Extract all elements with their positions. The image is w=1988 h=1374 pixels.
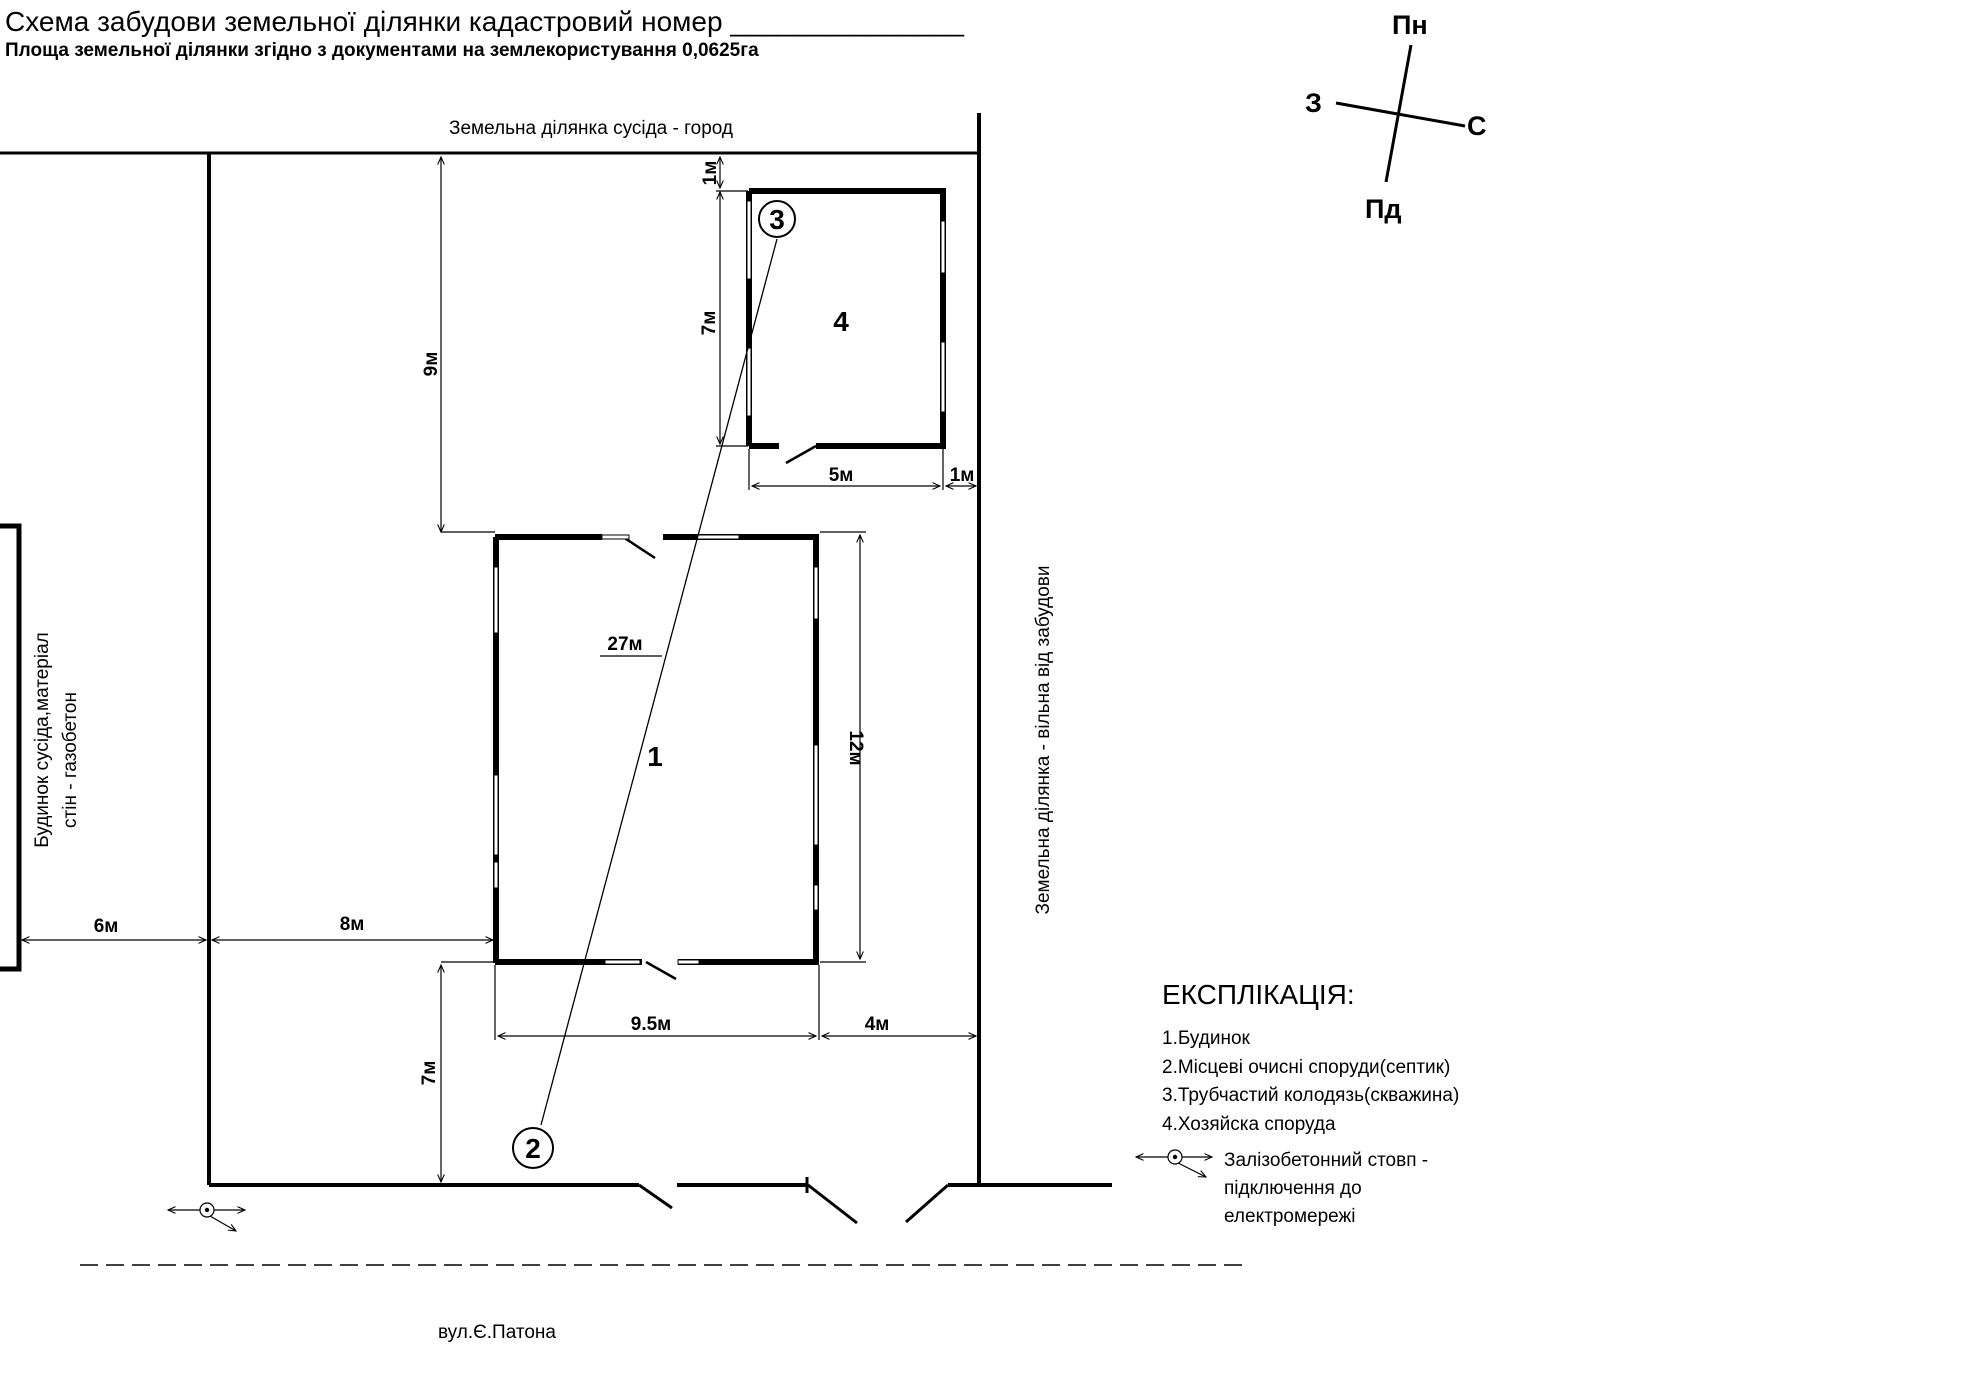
legend-item: 3.Трубчастий колодязь(скважина)	[1162, 1085, 1460, 1106]
shed-number: 4	[833, 306, 849, 337]
pole-wire-down	[210, 1216, 236, 1231]
house-window	[678, 960, 699, 964]
legend-pole-text-line2: підключення до	[1224, 1178, 1362, 1199]
neighbor-house-label-line1: Будинок сусіда,матеріал	[32, 632, 53, 848]
dim-7m-front-label: 7м	[419, 1060, 440, 1086]
shed-window	[747, 201, 751, 279]
dim-4m-label: 4м	[864, 1014, 890, 1035]
gate-leaf-right	[906, 1185, 948, 1222]
dim-1m-top-label: 1м	[700, 160, 721, 186]
explication-title: ЕКСПЛІКАЦІЯ:	[1162, 979, 1355, 1010]
shed-window	[941, 342, 945, 412]
legend-pole-wire-down	[1178, 1163, 1206, 1177]
legend-item: 1.Будинок	[1162, 1028, 1250, 1049]
shed-door	[786, 446, 816, 463]
dim-12m-label: 12м	[845, 730, 866, 766]
legend-pole-text-line3: електромережі	[1224, 1206, 1356, 1227]
house-window	[697, 535, 739, 539]
street-name: вул.Є.Патона	[438, 1322, 556, 1343]
page-subtitle: Площа земельної ділянки згідно з документами на землекористування 0,0625га	[5, 40, 759, 61]
wicket-gate	[639, 1185, 672, 1208]
house-window	[602, 535, 629, 539]
dim-27m-label: 27м	[607, 634, 643, 655]
well-number: 3	[769, 204, 785, 235]
compass-south: Пд	[1365, 194, 1402, 224]
electric-pole-icon	[168, 1203, 245, 1231]
dim-9m-label: 9м	[421, 351, 442, 377]
shed-window	[747, 348, 751, 416]
septic-number: 2	[525, 1133, 541, 1164]
house-window	[494, 862, 498, 888]
compass-east: С	[1467, 111, 1487, 141]
house-back-door	[623, 537, 655, 558]
neighbor-house-label-line2: стін - газобетон	[60, 692, 81, 828]
neighbor-free-plot-label: Земельна ділянка - вільна від забудови	[1033, 565, 1054, 915]
house-window	[494, 567, 498, 633]
pole-center	[205, 1208, 208, 1211]
dim-8m-label: 8м	[339, 914, 365, 935]
septic-marker	[513, 1128, 553, 1168]
dim-5m-label: 5м	[828, 465, 854, 486]
dim-9-5m-label: 9.5м	[630, 1014, 672, 1035]
gate-leaf-left	[808, 1185, 857, 1223]
legend-item: 4.Хозяйска споруда	[1162, 1114, 1336, 1135]
legend-pole-icon	[1136, 1150, 1212, 1177]
house-window	[814, 745, 818, 845]
dim-1m-right-label: 1м	[949, 465, 975, 486]
house-window	[814, 885, 818, 910]
dim-6m-label: 6м	[93, 916, 119, 937]
neighbor-garden-label: Земельна ділянка сусіда - город	[448, 118, 734, 139]
neighbor-house-outline	[0, 526, 19, 969]
dimension-labels	[94, 161, 975, 1086]
compass	[1305, 10, 1487, 224]
dim-7m-shed-label: 7м	[699, 310, 720, 336]
house-number: 1	[647, 741, 663, 772]
explication-legend	[1136, 979, 1459, 1227]
house-window	[814, 567, 818, 619]
house-front-door	[646, 962, 676, 979]
well-septic-distance-line	[541, 239, 777, 1125]
page-title: Схема забудови земельної ділянки кадастровий номер _______________	[5, 6, 964, 37]
legend-item: 2.Місцеві очисні споруди(септик)	[1162, 1057, 1451, 1078]
compass-north: Пн	[1392, 10, 1428, 40]
shed-window	[941, 221, 945, 273]
well-marker	[759, 201, 795, 237]
legend-pole-text-line1: Залізобетонний стовп -	[1224, 1150, 1429, 1171]
house-window	[494, 775, 498, 855]
legend-pole-center	[1173, 1155, 1176, 1158]
compass-west: З	[1305, 88, 1322, 118]
house-window	[605, 960, 640, 964]
